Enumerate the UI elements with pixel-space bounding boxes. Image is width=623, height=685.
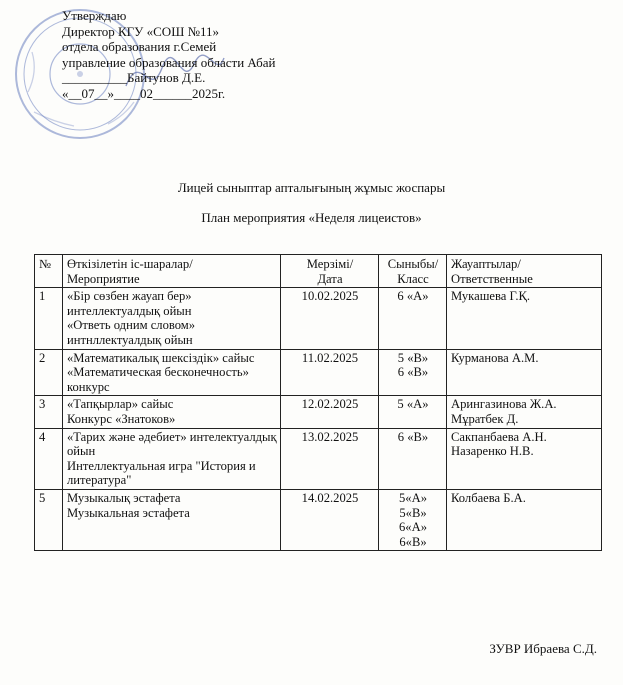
- cell-class: 6 «В»: [379, 428, 447, 489]
- cell-num: 2: [35, 349, 63, 396]
- cell-date: 10.02.2025: [281, 288, 379, 349]
- approval-line: Директор КГУ «СОШ №11»: [62, 23, 219, 39]
- cell-event: «Тапқырлар» сайыс Конкурс «Знатоков»: [63, 396, 281, 428]
- cell-date: 11.02.2025: [281, 349, 379, 396]
- cell-class: 6 «А»: [379, 288, 447, 349]
- cell-event: «Тарих және әдебиет» интелектуалдық ойын Интеллектуальная игра "История и литература": [63, 428, 281, 489]
- cell-date: 13.02.2025: [281, 428, 379, 489]
- cell-event: «Математикалық шексіздік» сайыс «Математическая бесконечность» конкурс: [63, 349, 281, 396]
- table-header-row: [35, 255, 602, 288]
- table-row: [35, 349, 602, 396]
- document-titles: [0, 180, 623, 240]
- title-ru: План мероприятия «Неделя лицеистов»: [201, 210, 422, 225]
- footer-signature: ЗУВР Ибраева С.Д.: [489, 641, 597, 656]
- cell-class: 5 «А»: [379, 396, 447, 428]
- cell-resp: Курманова А.М.: [447, 349, 602, 396]
- cell-resp: Арингазинова Ж.А. Мұратбек Д.: [447, 396, 602, 428]
- cell-resp: Мукашева Г.Қ.: [447, 288, 602, 349]
- header-date: Мерзімі/ Дата: [281, 255, 379, 288]
- header-event: Өткізілетін іс-шаралар/ Мероприятие: [63, 255, 281, 288]
- header-class: Сыныбы/ Класс: [379, 255, 447, 288]
- approval-line: отдела образования г.Семей: [62, 39, 217, 54]
- cell-num: 4: [35, 428, 63, 489]
- approval-block: [62, 8, 275, 101]
- cell-num: 1: [35, 288, 63, 349]
- title-kz: Лицей сыныптар апталығының жұмыс жоспары: [177, 180, 446, 195]
- cell-num: 3: [35, 396, 63, 428]
- cell-resp: Сакпанбаева А.Н. Назаренко Н.В.: [447, 428, 602, 489]
- cell-num: 5: [35, 489, 63, 550]
- approval-line: «__07__»____02______2025г.: [62, 85, 226, 101]
- events-table: [34, 254, 602, 551]
- cell-event: Музыкалық эстафета Музыкальная эстафета: [63, 489, 281, 550]
- approval-line: управление образования области Абай: [62, 54, 276, 70]
- table-row: [35, 396, 602, 428]
- approval-line: __________Байтунов Д.Е.: [62, 70, 206, 85]
- cell-date: 12.02.2025: [281, 396, 379, 428]
- cell-event: «Бір сөзбен жауап бер» интеллектуалдық ойын «Ответь одним словом» интнллектуалдық ойын: [63, 288, 281, 349]
- cell-class: 5 «В» 6 «В»: [379, 349, 447, 396]
- table-row: [35, 428, 602, 489]
- table-row: [35, 288, 602, 349]
- header-num: №: [35, 255, 63, 288]
- header-resp: Жауаптылар/ Ответственные: [447, 255, 602, 288]
- cell-date: 14.02.2025: [281, 489, 379, 550]
- table-row: [35, 489, 602, 550]
- approval-line: Утверждаю: [62, 8, 127, 23]
- cell-resp: Колбаева Б.А.: [447, 489, 602, 550]
- cell-class: 5«А» 5«В» 6«А» 6«В»: [379, 489, 447, 550]
